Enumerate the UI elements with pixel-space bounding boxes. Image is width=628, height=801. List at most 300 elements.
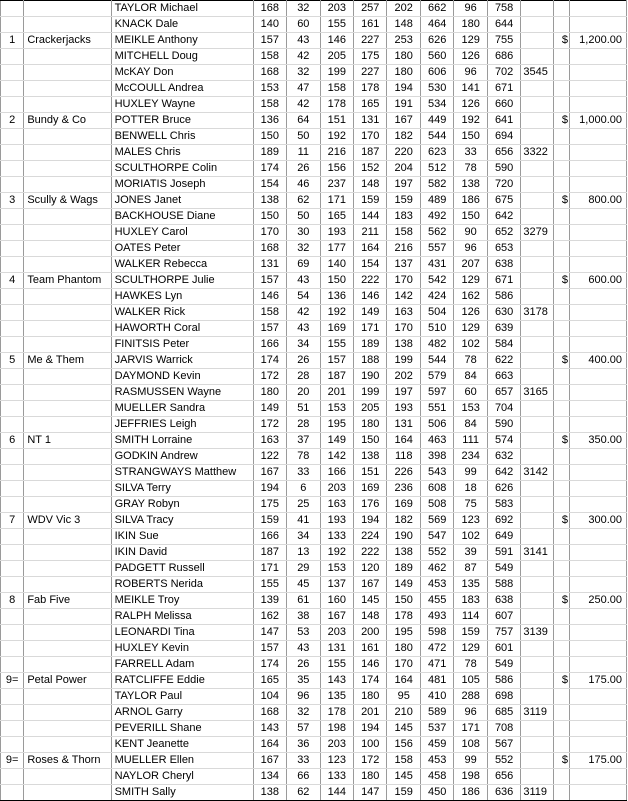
currency-symbol-cell [553,641,569,657]
score-cell: 140 [253,17,286,33]
score-cell: 43 [287,33,320,49]
score-cell: 449 [420,113,453,129]
score-cell: 131 [387,417,420,433]
score-cell: 42 [287,305,320,321]
player-name-cell: McCOULL Andrea [111,81,253,97]
score-cell: 150 [387,593,420,609]
table-row [1,577,627,593]
score-cell: 138 [253,785,286,801]
player-name-cell: DAYMOND Kevin [111,369,253,385]
score-cell: 78 [454,657,487,673]
prize-cell [570,17,627,33]
score-cell: 174 [253,353,286,369]
score-cell: 180 [354,689,387,705]
score-cell: 153 [320,561,353,577]
player-name-cell: McKAY Don [111,65,253,81]
score-cell: 159 [387,785,420,801]
score-cell: 671 [487,273,520,289]
score-cell: 37 [287,433,320,449]
score-cell: 158 [320,81,353,97]
team-total-cell: 3119 [521,785,553,801]
team-total-cell [521,97,553,113]
prize-cell [570,705,627,721]
currency-symbol-cell [553,561,569,577]
team-name-cell [24,1,111,17]
score-cell: 186 [454,193,487,209]
prize-cell [570,257,627,273]
score-cell: 203 [320,625,353,641]
player-name-cell: NAYLOR Cheryl [111,769,253,785]
prize-cell [570,289,627,305]
team-name-cell [24,321,111,337]
score-cell: 60 [454,385,487,401]
player-name-cell: JONES Janet [111,193,253,209]
score-cell: 686 [487,49,520,65]
team-rank-cell: 8 [1,593,24,609]
team-rank-cell [1,49,24,65]
score-cell: 758 [487,1,520,17]
score-cell: 171 [320,193,353,209]
prize-cell [570,49,627,65]
table-row [1,609,627,625]
score-cell: 111 [454,433,487,449]
score-cell: 177 [320,241,353,257]
team-rank-cell [1,385,24,401]
score-cell: 757 [487,625,520,641]
score-cell: 150 [253,209,286,225]
score-cell: 159 [454,625,487,641]
score-cell: 547 [420,529,453,545]
score-cell: 50 [287,129,320,145]
score-cell: 201 [320,385,353,401]
score-cell: 464 [420,17,453,33]
currency-symbol-cell [553,97,569,113]
prize-cell [570,225,627,241]
team-total-cell [521,609,553,625]
score-cell: 154 [253,177,286,193]
team-total-cell [521,257,553,273]
score-cell: 43 [287,321,320,337]
score-cell: 129 [454,33,487,49]
currency-symbol-cell [553,529,569,545]
table-row [1,321,627,337]
score-cell: 574 [487,433,520,449]
team-name-cell [24,385,111,401]
team-rank-cell [1,449,24,465]
prize-cell: 175.00 [570,673,627,689]
score-cell: 704 [487,401,520,417]
score-cell: 155 [320,657,353,673]
score-cell: 424 [420,289,453,305]
player-name-cell: TAYLOR Paul [111,689,253,705]
score-cell: 153 [454,401,487,417]
score-cell: 96 [454,65,487,81]
score-cell: 151 [354,465,387,481]
table-row [1,737,627,753]
score-cell: 96 [454,241,487,257]
team-rank-cell [1,609,24,625]
team-total-cell [521,641,553,657]
score-cell: 493 [420,609,453,625]
score-cell: 481 [420,673,453,689]
team-total-cell [521,497,553,513]
score-cell: 504 [420,305,453,321]
table-row [1,545,627,561]
table-row [1,145,627,161]
prize-cell [570,177,627,193]
currency-symbol-cell [553,481,569,497]
score-cell: 26 [287,353,320,369]
score-cell: 166 [320,465,353,481]
table-row [1,161,627,177]
player-name-cell: SCULTHORPE Colin [111,161,253,177]
score-cell: 198 [320,721,353,737]
score-cell: 210 [387,705,420,721]
team-name-cell [24,705,111,721]
player-name-cell: GODKIN Andrew [111,449,253,465]
team-rank-cell [1,1,24,17]
score-cell: 638 [487,257,520,273]
team-total-cell: 3139 [521,625,553,641]
score-cell: 544 [420,129,453,145]
score-cell: 589 [420,705,453,721]
team-name-cell [24,305,111,321]
score-cell: 147 [253,625,286,641]
currency-symbol-cell [553,337,569,353]
currency-symbol-cell [553,449,569,465]
score-cell: 175 [253,497,286,513]
score-cell: 663 [487,369,520,385]
score-cell: 200 [354,625,387,641]
prize-cell [570,609,627,625]
score-cell: 180 [387,641,420,657]
score-cell: 163 [253,433,286,449]
table-row [1,65,627,81]
team-name-cell [24,689,111,705]
table-row [1,81,627,97]
score-cell: 195 [320,417,353,433]
team-rank-cell [1,65,24,81]
team-rank-cell [1,97,24,113]
score-cell: 227 [354,33,387,49]
team-name-cell [24,609,111,625]
score-cell: 150 [454,209,487,225]
team-total-cell [521,433,553,449]
score-cell: 607 [487,609,520,625]
team-name-cell [24,129,111,145]
score-cell: 192 [454,113,487,129]
score-cell: 143 [320,673,353,689]
score-cell: 156 [387,737,420,753]
score-cell: 542 [420,273,453,289]
score-cell: 122 [253,449,286,465]
score-cell: 108 [454,737,487,753]
score-cell: 159 [253,513,286,529]
currency-symbol-cell: $ [553,33,569,49]
table-row [1,593,627,609]
prize-cell [570,337,627,353]
score-cell: 11 [287,145,320,161]
team-rank-cell: 9= [1,673,24,689]
score-cell: 180 [454,17,487,33]
score-cell: 398 [420,449,453,465]
score-cell: 165 [253,673,286,689]
player-name-cell: HAWKES Lyn [111,289,253,305]
score-cell: 657 [487,385,520,401]
score-cell: 149 [320,433,353,449]
score-cell: 636 [487,785,520,801]
score-cell: 114 [454,609,487,625]
score-cell: 174 [354,673,387,689]
team-rank-cell [1,369,24,385]
team-name-cell [24,529,111,545]
table-row [1,625,627,641]
team-total-cell [521,177,553,193]
team-name-cell [24,225,111,241]
score-cell: 6 [287,481,320,497]
team-name-cell: Fab Five [24,593,111,609]
score-cell: 183 [454,593,487,609]
score-cell: 35 [287,673,320,689]
currency-symbol-cell: $ [553,353,569,369]
score-cell: 601 [487,641,520,657]
table-row [1,17,627,33]
prize-cell [570,385,627,401]
score-cell: 623 [420,145,453,161]
score-cell: 25 [287,497,320,513]
score-cell: 42 [287,49,320,65]
score-cell: 163 [387,305,420,321]
table-row [1,129,627,145]
score-cell: 178 [320,97,353,113]
score-cell: 182 [387,129,420,145]
score-cell: 506 [420,417,453,433]
score-cell: 155 [320,17,353,33]
score-cell: 39 [454,545,487,561]
score-cell: 203 [320,1,353,17]
prize-cell [570,529,627,545]
team-total-cell [521,289,553,305]
score-cell: 28 [287,417,320,433]
score-cell: 129 [454,321,487,337]
player-name-cell: MUELLER Sandra [111,401,253,417]
team-total-cell [521,337,553,353]
score-cell: 157 [253,321,286,337]
team-name-cell [24,497,111,513]
table-row [1,193,627,209]
team-name-cell [24,369,111,385]
score-cell: 671 [487,81,520,97]
player-name-cell: HUXLEY Carol [111,225,253,241]
score-cell: 608 [420,481,453,497]
score-cell: 166 [253,529,286,545]
score-cell: 29 [287,561,320,577]
team-name-cell [24,337,111,353]
score-cell: 660 [487,97,520,113]
score-cell: 142 [320,449,353,465]
team-total-cell [521,1,553,17]
score-cell: 253 [387,33,420,49]
score-cell: 198 [454,769,487,785]
team-rank-cell [1,689,24,705]
score-cell: 146 [354,657,387,673]
score-cell: 118 [387,449,420,465]
team-total-cell [521,321,553,337]
prize-cell [570,369,627,385]
team-name-cell: Crackerjacks [24,33,111,49]
results-table-body [1,1,627,801]
score-cell: 146 [354,289,387,305]
score-cell: 237 [320,177,353,193]
team-name-cell [24,545,111,561]
team-name-cell [24,769,111,785]
score-cell: 99 [454,753,487,769]
score-cell: 126 [454,49,487,65]
player-name-cell: SILVA Terry [111,481,253,497]
player-name-cell: PADGETT Russell [111,561,253,577]
currency-symbol-cell: $ [553,433,569,449]
currency-symbol-cell [553,145,569,161]
score-cell: 582 [420,177,453,193]
team-name-cell [24,241,111,257]
team-total-cell [521,561,553,577]
table-row [1,353,627,369]
team-total-cell [521,49,553,65]
score-cell: 187 [253,545,286,561]
score-cell: 172 [253,369,286,385]
score-cell: 33 [287,465,320,481]
team-total-cell [521,417,553,433]
score-cell: 702 [487,65,520,81]
score-cell: 641 [487,113,520,129]
score-cell: 126 [454,305,487,321]
team-name-cell [24,737,111,753]
team-total-cell [521,353,553,369]
score-cell: 162 [454,289,487,305]
score-cell: 178 [320,705,353,721]
score-cell: 138 [253,193,286,209]
team-total-cell [521,401,553,417]
prize-cell [570,161,627,177]
score-cell: 174 [253,657,286,673]
team-total-cell [521,673,553,689]
score-cell: 598 [420,625,453,641]
score-cell: 153 [253,81,286,97]
score-cell: 586 [487,289,520,305]
score-cell: 170 [387,273,420,289]
score-cell: 102 [454,337,487,353]
team-name-cell: NT 1 [24,433,111,449]
currency-symbol-cell [553,625,569,641]
prize-cell [570,305,627,321]
currency-symbol-cell [553,241,569,257]
score-cell: 149 [253,401,286,417]
score-cell: 148 [387,17,420,33]
score-cell: 222 [354,273,387,289]
score-cell: 224 [354,529,387,545]
team-total-cell: 3165 [521,385,553,401]
score-cell: 187 [354,145,387,161]
table-row [1,497,627,513]
score-cell: 489 [420,193,453,209]
score-cell: 78 [454,353,487,369]
score-cell: 453 [420,577,453,593]
prize-cell [570,721,627,737]
team-rank-cell [1,529,24,545]
table-row [1,305,627,321]
score-cell: 180 [253,385,286,401]
score-cell: 41 [287,513,320,529]
score-cell: 199 [320,65,353,81]
prize-cell: 250.00 [570,593,627,609]
prize-cell: 1,000.00 [570,113,627,129]
score-cell: 163 [320,497,353,513]
score-cell: 180 [387,65,420,81]
score-cell: 180 [354,417,387,433]
score-cell: 167 [253,465,286,481]
score-cell: 149 [354,305,387,321]
team-total-cell: 3142 [521,465,553,481]
table-row [1,97,627,113]
score-cell: 656 [487,769,520,785]
table-row [1,289,627,305]
team-name-cell [24,577,111,593]
table-row [1,705,627,721]
score-cell: 508 [420,497,453,513]
team-name-cell [24,721,111,737]
team-name-cell [24,465,111,481]
score-cell: 150 [320,273,353,289]
score-cell: 190 [387,529,420,545]
prize-cell: 300.00 [570,513,627,529]
score-cell: 692 [487,513,520,529]
score-cell: 169 [354,481,387,497]
score-cell: 32 [287,65,320,81]
team-rank-cell [1,161,24,177]
score-cell: 165 [354,97,387,113]
prize-cell [570,465,627,481]
prize-cell [570,97,627,113]
score-cell: 26 [287,657,320,673]
table-row [1,385,627,401]
score-cell: 166 [253,337,286,353]
score-cell: 75 [454,497,487,513]
currency-symbol-cell [553,769,569,785]
score-cell: 562 [420,225,453,241]
score-cell: 62 [287,193,320,209]
score-cell: 201 [354,705,387,721]
score-cell: 180 [387,49,420,65]
team-rank-cell: 1 [1,33,24,49]
score-cell: 178 [387,609,420,625]
score-cell: 685 [487,705,520,721]
team-rank-cell [1,625,24,641]
team-rank-cell [1,481,24,497]
table-row [1,529,627,545]
score-cell: 189 [387,561,420,577]
score-cell: 43 [287,273,320,289]
currency-symbol-cell [553,305,569,321]
team-rank-cell: 7 [1,513,24,529]
score-cell: 150 [354,433,387,449]
prize-cell [570,769,627,785]
score-cell: 171 [354,321,387,337]
team-rank-cell [1,417,24,433]
score-cell: 653 [487,241,520,257]
score-cell: 164 [253,737,286,753]
score-cell: 192 [320,129,353,145]
score-cell: 138 [454,177,487,193]
